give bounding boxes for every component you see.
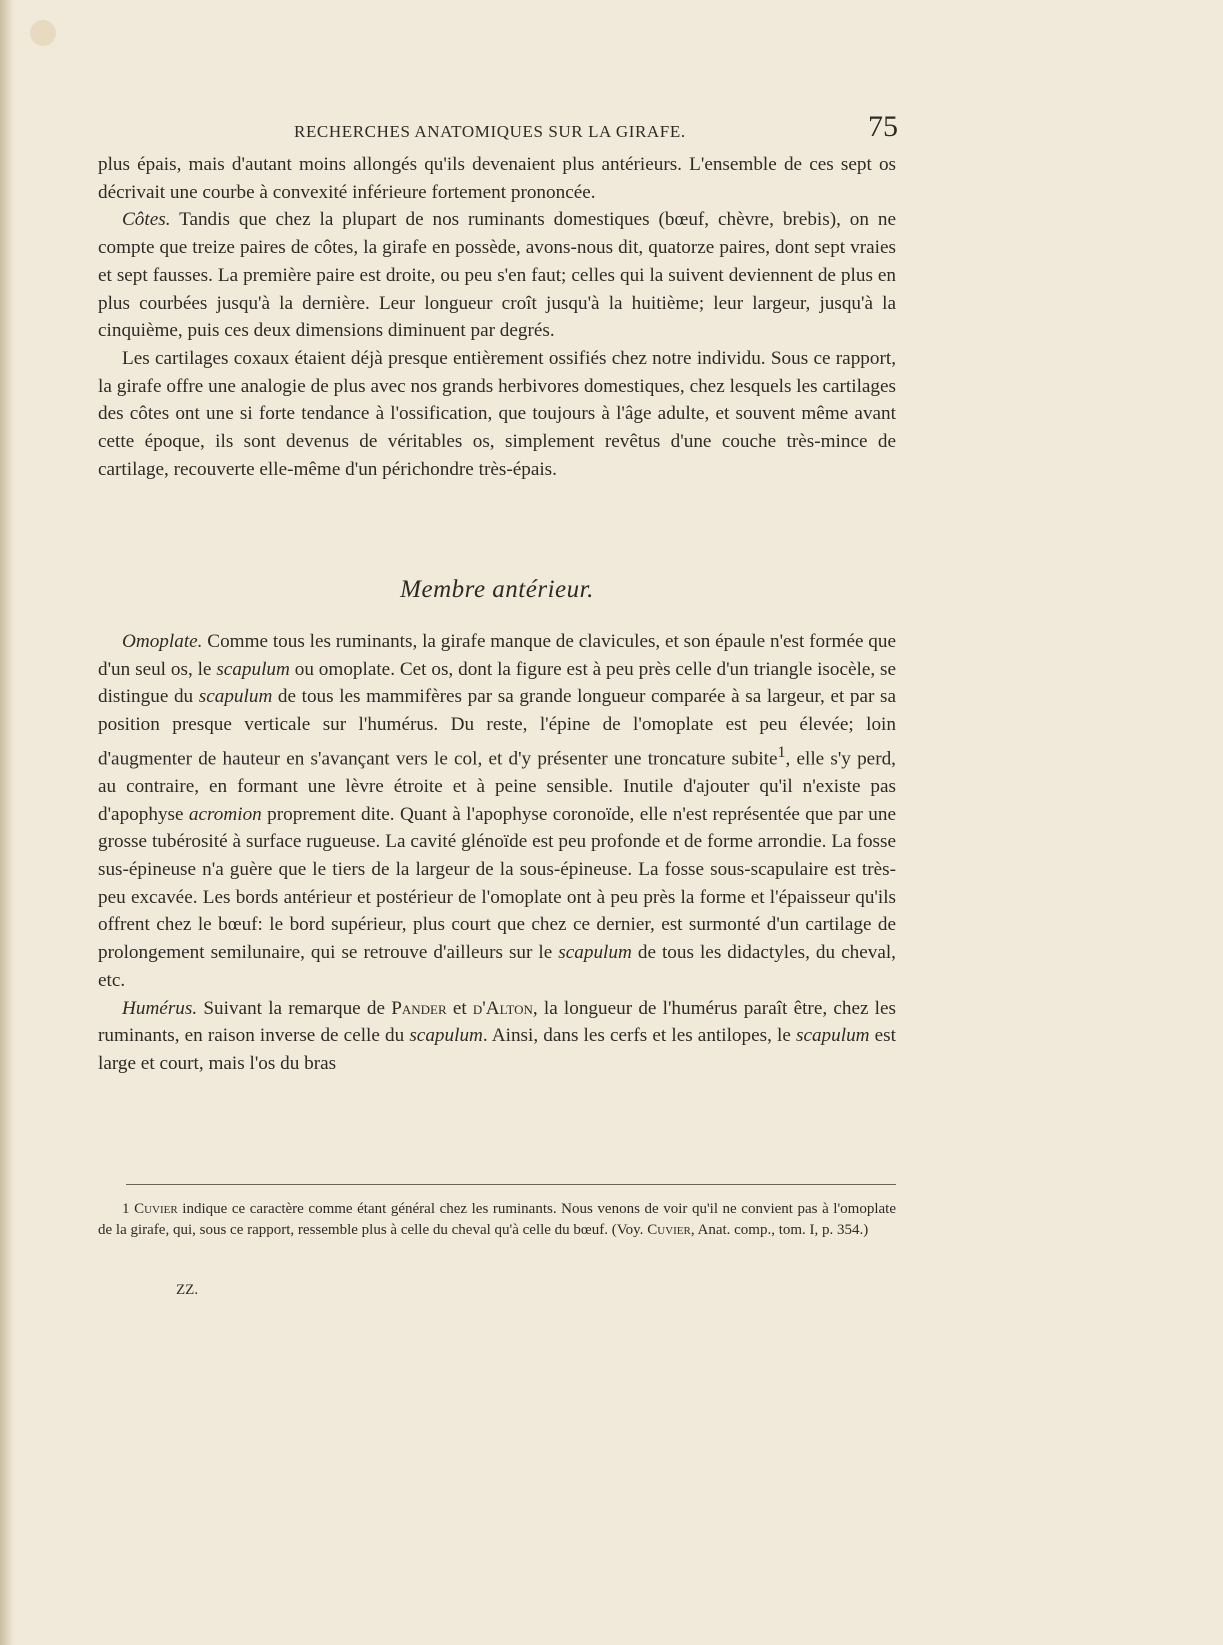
footnote-number: 1 bbox=[122, 1201, 130, 1217]
footnote-divider bbox=[126, 1184, 896, 1185]
paragraph-lead: Omoplate. bbox=[122, 631, 203, 652]
page-header bbox=[98, 110, 898, 146]
footnote-ref[interactable]: 1 bbox=[777, 743, 786, 761]
text-run: indique ce caractère comme étant général chez les ruminants. Nous venons de voir qu'il ne convient pas à l'omoplate de la girafe, qui, sous ce rapport, ressemble plus à celle du cheval qu'à celle du bœuf. (Voy. bbox=[98, 1201, 896, 1238]
author-name: Cuvier bbox=[134, 1201, 178, 1217]
author-name: Cuvier bbox=[647, 1222, 691, 1238]
page-edge bbox=[0, 0, 14, 1645]
body-text-section bbox=[98, 628, 896, 1078]
paragraph-cartilages: Les cartilages coxaux étaient déjà presque entièrement ossifiés chez notre individu. Sous ce rapport, la girafe offre une analogie de plus avec nos grands herbivores domestiques, chez lesquels les cartilages des côtes ont une si forte tendance à l'ossification, que toujours à l'âge adulte, et souvent même avant cette époque, ils sont devenus de véritables os, simplement revêtus d'une couche très-mince de cartilage, recouverte elle-même d'un périchondre très-épais. bbox=[98, 347, 896, 480]
text-run: , Anat. comp., tom. I, p. 354.) bbox=[690, 1222, 869, 1238]
text-run: est large et court, mais l'os du bras bbox=[98, 1025, 896, 1074]
italic-term: scapulum bbox=[198, 686, 273, 708]
paragraph-cotes bbox=[98, 206, 896, 345]
author-name: d'Alton bbox=[472, 997, 533, 1019]
italic-term: scapulum bbox=[795, 1025, 870, 1047]
text-run: de tous les mammifères par sa grande longueur comparée à sa largeur, et par sa position presque verticale sur l'humérus. Du reste, l'épine de l'omoplate est peu élevée; loin d'augmenter de hauteur en s'avançant vers le col, et d'y présenter une troncature subite bbox=[98, 686, 896, 770]
italic-term: scapulum bbox=[409, 1025, 483, 1047]
printer-signature: ZZ. bbox=[176, 1282, 199, 1298]
footnote-text bbox=[98, 1199, 896, 1241]
paragraph-vertebrae: plus épais, mais d'autant moins allongés qu'ils devenaient plus antérieurs. L'ensemble de ces sept os décrivait une courbe à convexité inférieure fortement prononcée. bbox=[98, 154, 896, 203]
paper-stain bbox=[30, 20, 56, 46]
text-run: Comme tous les ruminants, la girafe manque de clavicules, et son épaule n'est formée que d'un seul os, le bbox=[98, 631, 896, 680]
paragraph-humerus bbox=[98, 995, 896, 1078]
text-run: Suivant la remarque de bbox=[197, 997, 392, 1019]
author-name: Pander bbox=[391, 997, 447, 1019]
footnote bbox=[98, 1199, 896, 1241]
text-run: , elle s'y perd, au contraire, en formant une lèvre étroite et à peine sensible. Inutile d'ajouter qu'il n'existe pas d'apophyse bbox=[98, 748, 896, 825]
page-number: 75 bbox=[868, 110, 898, 143]
text-run: ou omoplate. Cet os, dont la figure est à peu près celle d'un triangle isocèle, se distingue du bbox=[98, 658, 897, 708]
paragraph-lead: Humérus. bbox=[122, 997, 198, 1019]
text-run: proprement dite. Quant à l'apophyse coronoïde, elle n'est représentée que par une grosse tubérosité à surface rugueuse. La cavité glénoïde est peu profonde et de forme arrondie. La fosse sus-épineuse n'a guère que le tiers de la largeur de la sous-épineuse. La fosse sous-scapulaire est très-peu excavée. Les bords antérieur et postérieur de l'omoplate ont à peu près la forme et l'épaisseur qu'ils offrent chez le bœuf: le bord supérieur, plus court que chez ce dernier, est surmonté d'un cartilage de prolongement semilunaire, qui se retrouve d'ailleurs sur le bbox=[98, 803, 896, 964]
italic-term: scapulum bbox=[558, 942, 632, 964]
section-heading: Membre antérieur. bbox=[400, 576, 594, 603]
text-run: . Ainsi, dans les cerfs et les antilopes, le bbox=[482, 1025, 796, 1047]
paragraph-lead: Côtes. bbox=[122, 209, 171, 231]
paragraph-text: Tandis que chez la plupart de nos ruminants domestiques (bœuf, chèvre, brebis), on ne compte que treize paires de côtes, la girafe en possède, avons-nous dit, quatorze paires, dont sept vraies et sept fausses. La première paire est droite, ou peu s'en faut; celles qui la suivent deviennent de plus en plus courbées jusqu'à la dernière. Leur longueur croît jusqu'à la huitième; leur largeur, jusqu'à la cinquième, puis ces deux dimensions diminuent par degrés. bbox=[98, 209, 896, 342]
text-run: et bbox=[446, 997, 473, 1019]
body-text bbox=[98, 151, 896, 483]
text-run: , la longueur de l'humérus paraît être, chez les ruminants, en raison inverse de celle du bbox=[98, 997, 896, 1047]
italic-term: scapulum bbox=[216, 658, 290, 680]
running-title: RECHERCHES ANATOMIQUES SUR LA GIRAFE. bbox=[294, 122, 686, 141]
paragraph-omoplate bbox=[98, 628, 896, 995]
italic-term: acromion bbox=[188, 803, 262, 825]
text-run: de tous les didactyles, du cheval, etc. bbox=[98, 942, 896, 991]
